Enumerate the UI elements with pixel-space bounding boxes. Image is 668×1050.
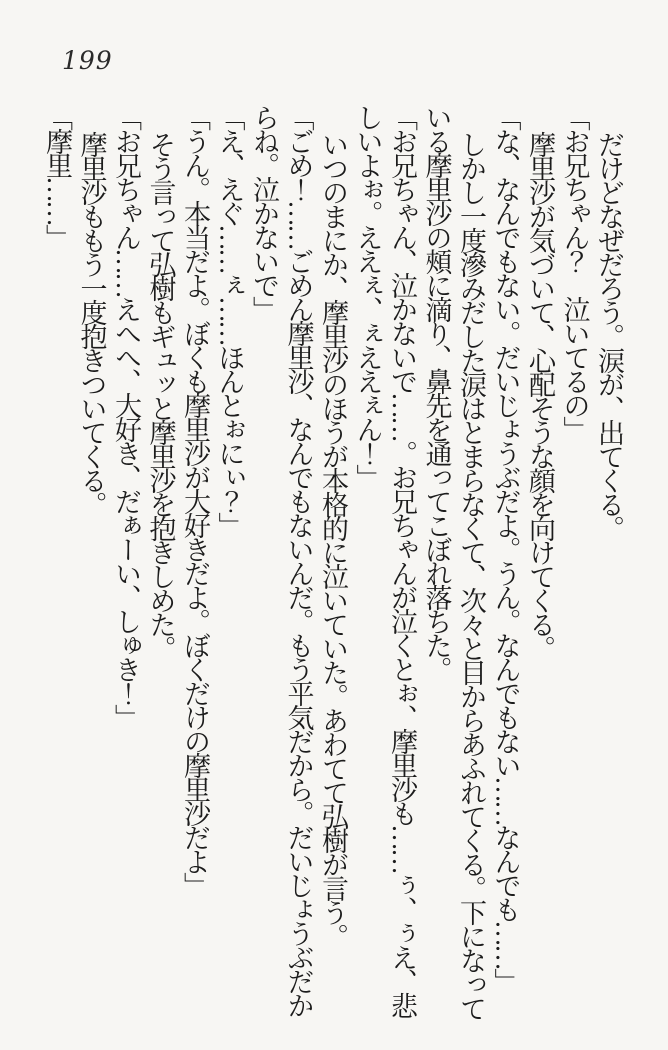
text-line: だけどなぜだろう。涙が、出てくる。: [594, 131, 624, 539]
text-line: いる摩里沙の頰に滴り、鼻先を通ってこぼれ落ちた。: [421, 104, 452, 680]
text-line: 「うん。本当だよ。ぼくも摩里沙が大好きだよ。ぼくだけの摩里沙だよ」: [180, 104, 210, 896]
paragraph-dialogue: [247, 104, 316, 1020]
text-line: らね。泣かないで」: [249, 104, 279, 320]
text-line: 「お兄ちゃん、泣かないで……。お兄ちゃんが泣くとぉ、摩里沙も……ぅ、ぅえ、悲: [387, 104, 417, 1016]
paragraph-dialogue: [212, 104, 247, 1020]
paragraph: [143, 104, 178, 1020]
text-line: しいよぉ。ええぇ、ぇええぇん！」: [352, 104, 383, 488]
page-number: 199: [62, 46, 113, 75]
paragraph: [419, 104, 488, 1020]
text-line: 「摩里……」: [42, 104, 72, 248]
text-line: 摩里沙が気づいて、心配そうな顔を向けてくる。: [525, 131, 555, 659]
text-line: いつのまにか、摩里沙のほうが本格的に泣いていた。あわてて弘樹が言う。: [318, 131, 348, 947]
paragraph-dialogue: [109, 104, 144, 1020]
text-line: そう言って弘樹もギュッと摩里沙を抱きしめた。: [145, 131, 176, 659]
paragraph-dialogue: [350, 104, 419, 1020]
paragraph: [592, 104, 627, 1020]
text-line: 「ごめ！……ごめん摩里沙、なんでもないんだ。もう平気だから。だいじょうぶだか: [283, 104, 314, 1016]
paragraph: [316, 104, 351, 1020]
text-line: 「お兄ちゃん……えへへ、大好き、だぁーい、しゅき！」: [111, 104, 141, 728]
paragraph-dialogue: [488, 104, 523, 1020]
text-line: 「な、なんでもない。だいじょうぶだよ。うん。なんでもない……なんでも……」: [490, 104, 521, 992]
paragraph-dialogue: [40, 104, 75, 1020]
text-line: 「お兄ちゃん？ 泣いてるの」: [559, 104, 590, 440]
vertical-text-block: [40, 104, 627, 1020]
paragraph: [74, 104, 109, 1020]
text-line: しかし一度滲みだした涙はとまらなくて、次々と目からあふれてくる。下になって: [456, 131, 486, 1019]
text-line: 摩里沙ももう一度抱きついてくる。: [76, 131, 107, 515]
paragraph-dialogue: [557, 104, 592, 1020]
paragraph: [523, 104, 558, 1020]
text-line: 「え、えぐ……ぇ……ほんとぉにぃ？」: [214, 104, 245, 536]
paragraph-dialogue: [178, 104, 213, 1020]
